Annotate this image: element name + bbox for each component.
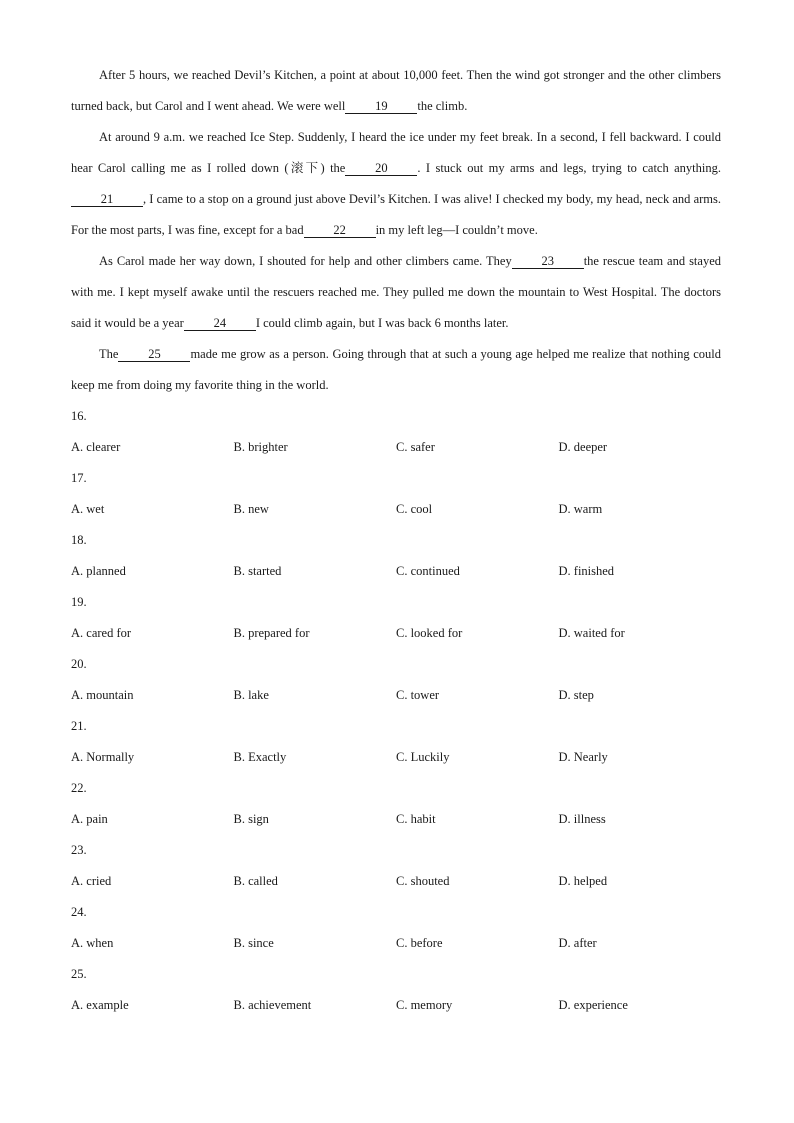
answer-option: C. shouted	[396, 874, 450, 888]
answer-option: D. Nearly	[558, 750, 608, 764]
question-number: 19.	[71, 595, 87, 609]
answer-option: C. safer	[396, 440, 435, 454]
passage-text: , I came to a stop on a ground just above Devil’s Kitchen. I was alive! I checked my body, my head, neck and arms. For the most parts, I was fine, except for a bad	[71, 192, 721, 237]
answer-option: A. Normally	[71, 750, 135, 764]
passage-paragraph	[71, 246, 721, 339]
answer-blank: 21	[71, 192, 143, 207]
answer-option: B. lake	[233, 688, 269, 702]
passage-text: made me grow as a person. Going through that at such a young age helped me realize that nothing could keep me from doing my favorite thing in the world.	[71, 347, 721, 392]
passage-text: After 5 hours, we reached Devil’s Kitchen, a point at about 10,000 feet. Then the wind got stronger and the other climbers turned back, but Carol and I went ahead. We were well	[71, 68, 721, 113]
answer-option: D. finished	[558, 564, 615, 578]
passage-text: At around 9 a.m. we reached Ice Step. Suddenly, I heard the ice under my feet break. In a second, I fell backward. I could hear Carol calling me as I rolled down (滚下) the	[71, 130, 721, 175]
option-row	[71, 556, 721, 587]
question-number: 25.	[71, 967, 87, 981]
answer-option: D. after	[558, 936, 597, 950]
answer-blank: 22	[304, 223, 376, 238]
answer-option: A. example	[71, 998, 129, 1012]
passage-text: in my left leg—I couldn’t move.	[375, 223, 538, 237]
answer-option: C. continued	[396, 564, 460, 578]
answer-blank: 19	[345, 99, 417, 114]
answer-option: D. warm	[558, 502, 603, 516]
answer-option: C. memory	[396, 998, 453, 1012]
answer-option: A. mountain	[71, 688, 134, 702]
passage-text: I could climb again, but I was back 6 months later.	[255, 316, 509, 330]
option-row	[71, 618, 721, 649]
answer-option: B. since	[233, 936, 274, 950]
answer-option: A. cared for	[71, 626, 132, 640]
answer-option: B. called	[233, 874, 278, 888]
option-row	[71, 804, 721, 835]
answer-option: B. Exactly	[233, 750, 287, 764]
reading-passage	[71, 60, 721, 401]
answer-blank: 24	[184, 316, 256, 331]
passage-paragraph	[71, 122, 721, 246]
passage-paragraph	[71, 60, 721, 122]
question-number: 17.	[71, 471, 87, 485]
answer-option: A. cried	[71, 874, 112, 888]
question-number: 24.	[71, 905, 87, 919]
answer-option: B. brighter	[233, 440, 288, 454]
answer-option: D. illness	[558, 812, 606, 826]
answer-option: A. pain	[71, 812, 108, 826]
answer-option: A. when	[71, 936, 114, 950]
answer-option: C. looked for	[396, 626, 463, 640]
question-list	[71, 401, 721, 1021]
answer-blank: 23	[512, 254, 584, 269]
passage-text: the rescue team and stayed with me. I kept myself awake until the rescuers reached me. They pulled me down the mountain to West Hospital. The doctors said it would be a year	[71, 254, 721, 330]
option-row	[71, 866, 721, 897]
answer-option: B. prepared for	[233, 626, 310, 640]
answer-option: C. tower	[396, 688, 440, 702]
answer-option: C. habit	[396, 812, 436, 826]
passage-text: As Carol made her way down, I shouted for help and other climbers came. They	[99, 254, 512, 268]
question-number: 16.	[71, 409, 87, 423]
question-number: 20.	[71, 657, 87, 671]
answer-option: D. experience	[558, 998, 628, 1012]
option-row	[71, 742, 721, 773]
answer-option: C. Luckily	[396, 750, 450, 764]
answer-option: A. planned	[71, 564, 126, 578]
answer-option: D. waited for	[558, 626, 625, 640]
answer-option: B. new	[233, 502, 269, 516]
answer-option: C. before	[396, 936, 443, 950]
option-row	[71, 680, 721, 711]
passage-paragraph	[71, 339, 721, 401]
option-row	[71, 432, 721, 463]
answer-blank: 20	[345, 161, 417, 176]
answer-option: D. deeper	[558, 440, 608, 454]
question-number: 21.	[71, 719, 87, 733]
option-row	[71, 494, 721, 525]
option-row	[71, 928, 721, 959]
question-number: 22.	[71, 781, 87, 795]
answer-blank: 25	[118, 347, 190, 362]
answer-option: D. step	[558, 688, 594, 702]
answer-option: A. clearer	[71, 440, 121, 454]
option-row	[71, 990, 721, 1021]
answer-option: B. achievement	[233, 998, 312, 1012]
answer-option: C. cool	[396, 502, 433, 516]
answer-option: A. wet	[71, 502, 105, 516]
passage-text: The	[99, 347, 119, 361]
answer-option: D. helped	[558, 874, 608, 888]
question-number: 18.	[71, 533, 87, 547]
exam-page	[71, 60, 721, 1021]
question-number: 23.	[71, 843, 87, 857]
passage-text: the climb.	[417, 99, 468, 113]
answer-option: B. sign	[233, 812, 269, 826]
answer-option: B. started	[233, 564, 282, 578]
passage-text: . I stuck out my arms and legs, trying to catch anything.	[417, 161, 722, 175]
